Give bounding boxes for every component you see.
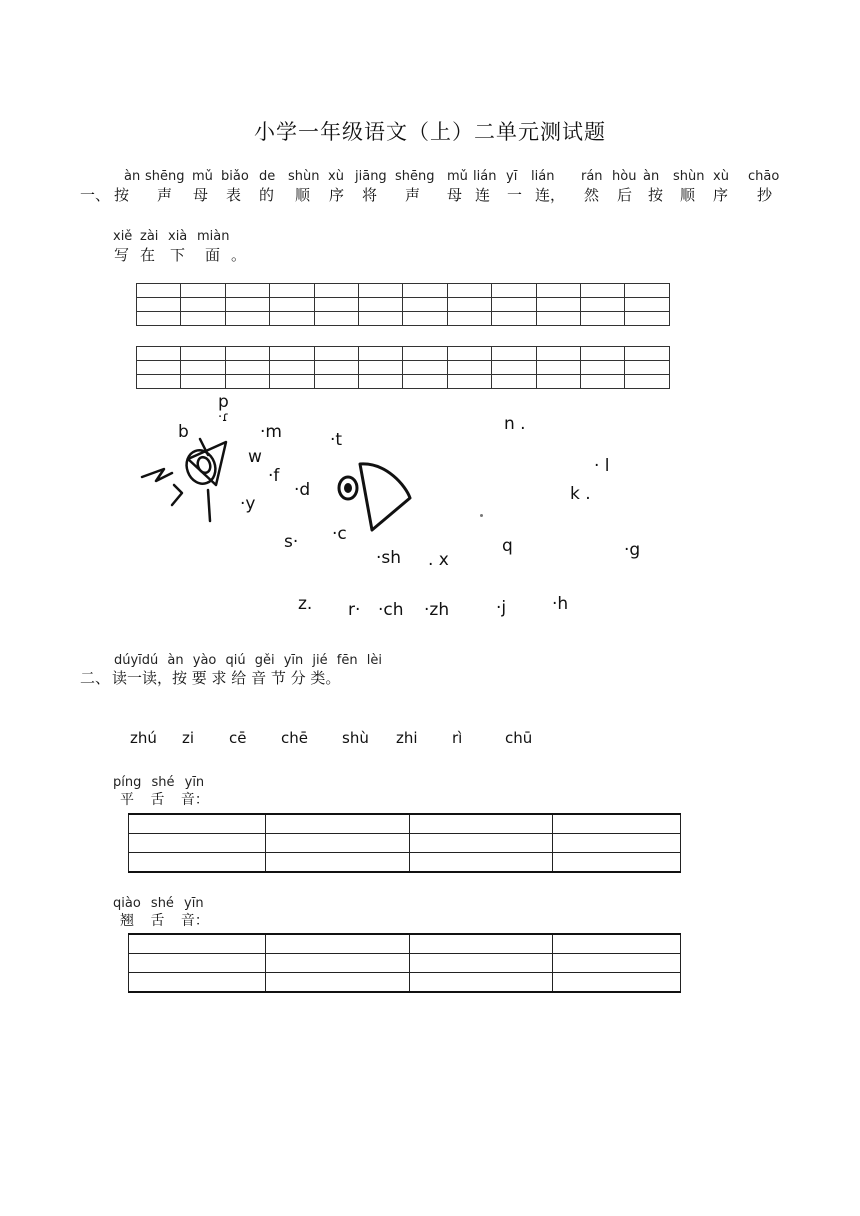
flat-tongue-pinyin: píng shé yīn	[113, 775, 205, 790]
q1-pinyin-16: shùn	[673, 169, 705, 184]
letter-p: p	[218, 392, 229, 412]
q1-hanzi-9: 母	[447, 186, 463, 204]
grid-cell[interactable]	[359, 361, 403, 375]
grid-cell[interactable]	[492, 312, 536, 326]
stray-dot	[480, 514, 483, 517]
answer-cell[interactable]	[553, 853, 681, 873]
answer-cell[interactable]	[129, 954, 266, 973]
letter-m: ·m	[260, 422, 282, 442]
q1-pinyin-9: mǔ	[447, 169, 468, 184]
letter-w: w	[248, 447, 262, 467]
letter-g: ·g	[624, 540, 641, 560]
q1-pinyin-15: àn	[643, 169, 660, 184]
q1-hanzi2-4: 。	[231, 246, 247, 264]
retroflex-pinyin: qiào shé yīn	[113, 896, 204, 911]
grid-cell[interactable]	[359, 284, 403, 298]
grid-cell[interactable]	[581, 298, 625, 312]
letter-n: n .	[504, 414, 526, 434]
bell-icon	[138, 425, 248, 525]
q1-hanzi2-1: 在	[140, 246, 156, 264]
answer-cell[interactable]	[410, 954, 553, 973]
grid-cell[interactable]	[625, 347, 670, 361]
horn-icon	[336, 458, 416, 536]
grid-cell[interactable]	[270, 347, 314, 361]
grid-cell[interactable]	[181, 284, 225, 298]
grid-cell[interactable]	[137, 284, 181, 298]
grid-cell[interactable]	[225, 284, 269, 298]
grid-cell[interactable]	[536, 375, 580, 389]
answer-cell[interactable]	[553, 973, 681, 993]
answer-cell[interactable]	[129, 934, 266, 954]
flat-tongue-label: 平 舌 音：	[120, 792, 209, 808]
q1-pinyin2-1: zài	[140, 229, 159, 244]
q1-hanzi-11: 一	[507, 186, 523, 204]
grid-cell[interactable]	[581, 312, 625, 326]
flat-tongue-table[interactable]	[128, 813, 681, 873]
q1-pinyin2-0: xiě	[113, 229, 133, 244]
grid-cell[interactable]	[625, 312, 670, 326]
q1-hanzi-0: 按	[114, 186, 130, 204]
answer-cell[interactable]	[410, 834, 553, 853]
grid-cell[interactable]	[225, 312, 269, 326]
q1-pinyin-12: lián	[531, 169, 555, 184]
grid-cell[interactable]	[137, 361, 181, 375]
q1-pinyin-8: shēng	[395, 169, 435, 184]
letter-j: ·j	[496, 598, 507, 618]
grid-cell[interactable]	[270, 361, 314, 375]
grid-cell[interactable]	[270, 284, 314, 298]
q1-hanzi-14: 后	[617, 186, 633, 204]
q1-hanzi2-2: 下	[170, 246, 186, 264]
grid-cell[interactable]	[225, 298, 269, 312]
grid-cell[interactable]	[181, 361, 225, 375]
grid-cell[interactable]	[581, 347, 625, 361]
grid-cell[interactable]	[314, 361, 358, 375]
answer-cell[interactable]	[265, 834, 410, 853]
grid-cell[interactable]	[359, 347, 403, 361]
answer-cell[interactable]	[265, 814, 410, 834]
letter-sh: ·sh	[376, 548, 402, 568]
answer-cell[interactable]	[410, 853, 553, 873]
q1-pinyin2-2: xià	[168, 229, 188, 244]
grid-cell[interactable]	[314, 375, 358, 389]
q1-hanzi-5: 顺	[295, 186, 311, 204]
grid-cell[interactable]	[314, 298, 358, 312]
grid-cell[interactable]	[447, 361, 491, 375]
grid-cell[interactable]	[447, 312, 491, 326]
q1-hanzi-17: 序	[713, 186, 729, 204]
q1-pinyin-5: shùn	[288, 169, 320, 184]
letter-s: s·	[284, 532, 299, 552]
letter-c: ·c	[332, 524, 347, 544]
q1-hanzi-3: 表	[226, 186, 242, 204]
grid-cell[interactable]	[314, 284, 358, 298]
letter-zh: ·zh	[424, 600, 450, 620]
syllable-0: zhú	[130, 729, 157, 747]
grid-cell[interactable]	[359, 298, 403, 312]
q1-pinyin-18: chāo	[748, 169, 780, 184]
grid-cell[interactable]	[137, 312, 181, 326]
q1-pinyin-11: yī	[506, 169, 518, 184]
grid-cell[interactable]	[314, 347, 358, 361]
syllable-5: zhi	[396, 729, 418, 747]
grid-cell[interactable]	[181, 312, 225, 326]
grid-cell[interactable]	[270, 298, 314, 312]
q1-pinyin-0: àn	[124, 169, 141, 184]
writing-grid-2[interactable]	[136, 346, 670, 389]
grid-cell[interactable]	[447, 298, 491, 312]
grid-cell[interactable]	[492, 347, 536, 361]
letter-k: k .	[570, 484, 591, 504]
grid-cell[interactable]	[403, 361, 447, 375]
answer-cell[interactable]	[553, 834, 681, 853]
page-title: 小学一年级语文（上）二单元测试题	[254, 120, 606, 144]
q1-hanzi-13: 然	[584, 186, 600, 204]
grid-cell[interactable]	[403, 347, 447, 361]
grid-cell[interactable]	[625, 361, 670, 375]
letter-h: ·h	[552, 594, 569, 614]
grid-cell[interactable]	[359, 375, 403, 389]
grid-cell[interactable]	[225, 361, 269, 375]
grid-cell[interactable]	[536, 361, 580, 375]
syllable-7: chū	[505, 729, 533, 747]
grid-cell[interactable]	[181, 375, 225, 389]
grid-cell[interactable]	[536, 312, 580, 326]
answer-cell[interactable]	[129, 853, 266, 873]
grid-cell[interactable]	[447, 284, 491, 298]
q1-hanzi-8: 声	[405, 186, 421, 204]
grid-cell[interactable]	[625, 284, 670, 298]
q1-hanzi-1: 声	[157, 186, 173, 204]
answer-cell[interactable]	[265, 954, 410, 973]
q1-number: 一、	[80, 186, 111, 204]
syllable-2: cē	[229, 729, 247, 747]
grid-cell[interactable]	[581, 375, 625, 389]
grid-cell[interactable]	[625, 375, 670, 389]
answer-cell[interactable]	[265, 973, 410, 993]
grid-cell[interactable]	[181, 298, 225, 312]
q1-hanzi2-3: 面	[205, 246, 221, 264]
q1-pinyin-17: xù	[713, 169, 729, 184]
q2-instruction: 读一读，按 要 求 给 音 节 分 类。	[112, 669, 341, 687]
answer-cell[interactable]	[553, 814, 681, 834]
grid-cell[interactable]	[270, 312, 314, 326]
syllable-3: chē	[281, 729, 308, 747]
answer-cell[interactable]	[265, 853, 410, 873]
q1-hanzi-6: 序	[329, 186, 345, 204]
answer-cell[interactable]	[410, 814, 553, 834]
q1-pinyin-1: shēng	[145, 169, 185, 184]
letter-y: ·y	[240, 494, 256, 514]
syllable-6: rì	[452, 729, 463, 747]
q1-pinyin-14: hòu	[612, 169, 637, 184]
grid-cell[interactable]	[403, 375, 447, 389]
letter-f: ·f	[268, 466, 280, 486]
grid-cell[interactable]	[403, 312, 447, 326]
letter-z: z.	[298, 594, 313, 614]
grid-cell[interactable]	[225, 375, 269, 389]
q1-hanzi-10: 连	[475, 186, 491, 204]
grid-cell[interactable]	[314, 312, 358, 326]
grid-cell[interactable]	[270, 375, 314, 389]
answer-cell[interactable]	[129, 834, 266, 853]
grid-cell[interactable]	[492, 375, 536, 389]
q1-hanzi-18: 抄	[757, 186, 773, 204]
q1-pinyin-10: lián	[473, 169, 497, 184]
grid-cell[interactable]	[137, 298, 181, 312]
syllable-1: zi	[182, 729, 195, 747]
grid-cell[interactable]	[492, 298, 536, 312]
grid-cell[interactable]	[536, 347, 580, 361]
answer-cell[interactable]	[129, 814, 266, 834]
grid-cell[interactable]	[625, 298, 670, 312]
q1-pinyin2-3: miàn	[197, 229, 230, 244]
grid-cell[interactable]	[536, 298, 580, 312]
grid-cell[interactable]	[403, 298, 447, 312]
q1-hanzi2-0: 写	[114, 246, 130, 264]
grid-cell[interactable]	[581, 284, 625, 298]
grid-cell[interactable]	[492, 284, 536, 298]
q1-pinyin-13: rán	[581, 169, 603, 184]
q1-hanzi-7: 将	[362, 186, 378, 204]
q1-pinyin-2: mǔ	[192, 169, 213, 184]
grid-cell[interactable]	[137, 375, 181, 389]
letter-l: · l	[594, 456, 610, 476]
q1-pinyin-6: xù	[328, 169, 344, 184]
q1-hanzi-4: 的	[259, 186, 275, 204]
letter-r: r·	[348, 600, 361, 620]
q1-hanzi-15: 按	[648, 186, 664, 204]
answer-cell[interactable]	[553, 934, 681, 954]
grid-cell[interactable]	[492, 361, 536, 375]
retroflex-label: 翘 舌 音：	[120, 913, 209, 929]
grid-cell[interactable]	[403, 284, 447, 298]
letter-ch: ·ch	[378, 600, 404, 620]
answer-cell[interactable]	[265, 934, 410, 954]
q1-pinyin-7: jiāng	[355, 169, 387, 184]
grid-cell[interactable]	[137, 347, 181, 361]
answer-cell[interactable]	[410, 973, 553, 993]
syllable-4: shù	[342, 729, 369, 747]
q2-number: 二、	[80, 669, 111, 687]
grid-cell[interactable]	[359, 312, 403, 326]
q1-hanzi-12: 连，	[535, 186, 566, 204]
q2-pinyin-row: dúyīdú àn yào qiú gěi yīn jié fēn lèi	[114, 653, 382, 668]
q1-hanzi-16: 顺	[680, 186, 696, 204]
q1-hanzi-2: 母	[193, 186, 209, 204]
q1-pinyin-3: biǎo	[221, 169, 249, 184]
letter-d: ·d	[294, 480, 311, 500]
answer-cell[interactable]	[553, 954, 681, 973]
writing-grid-1[interactable]	[136, 283, 670, 326]
grid-cell[interactable]	[181, 347, 225, 361]
letter-q: q	[502, 536, 513, 556]
letter-p-dot: ·ɾ	[218, 410, 230, 425]
retroflex-table[interactable]	[128, 933, 681, 993]
letter-x: . x	[428, 550, 449, 570]
q1-pinyin-4: de	[259, 169, 276, 184]
grid-cell[interactable]	[447, 347, 491, 361]
grid-cell[interactable]	[225, 347, 269, 361]
letter-b: b	[178, 422, 189, 442]
grid-cell[interactable]	[536, 284, 580, 298]
letter-t: ·t	[330, 430, 343, 450]
grid-cell[interactable]	[581, 361, 625, 375]
grid-cell[interactable]	[447, 375, 491, 389]
answer-cell[interactable]	[129, 973, 266, 993]
answer-cell[interactable]	[410, 934, 553, 954]
